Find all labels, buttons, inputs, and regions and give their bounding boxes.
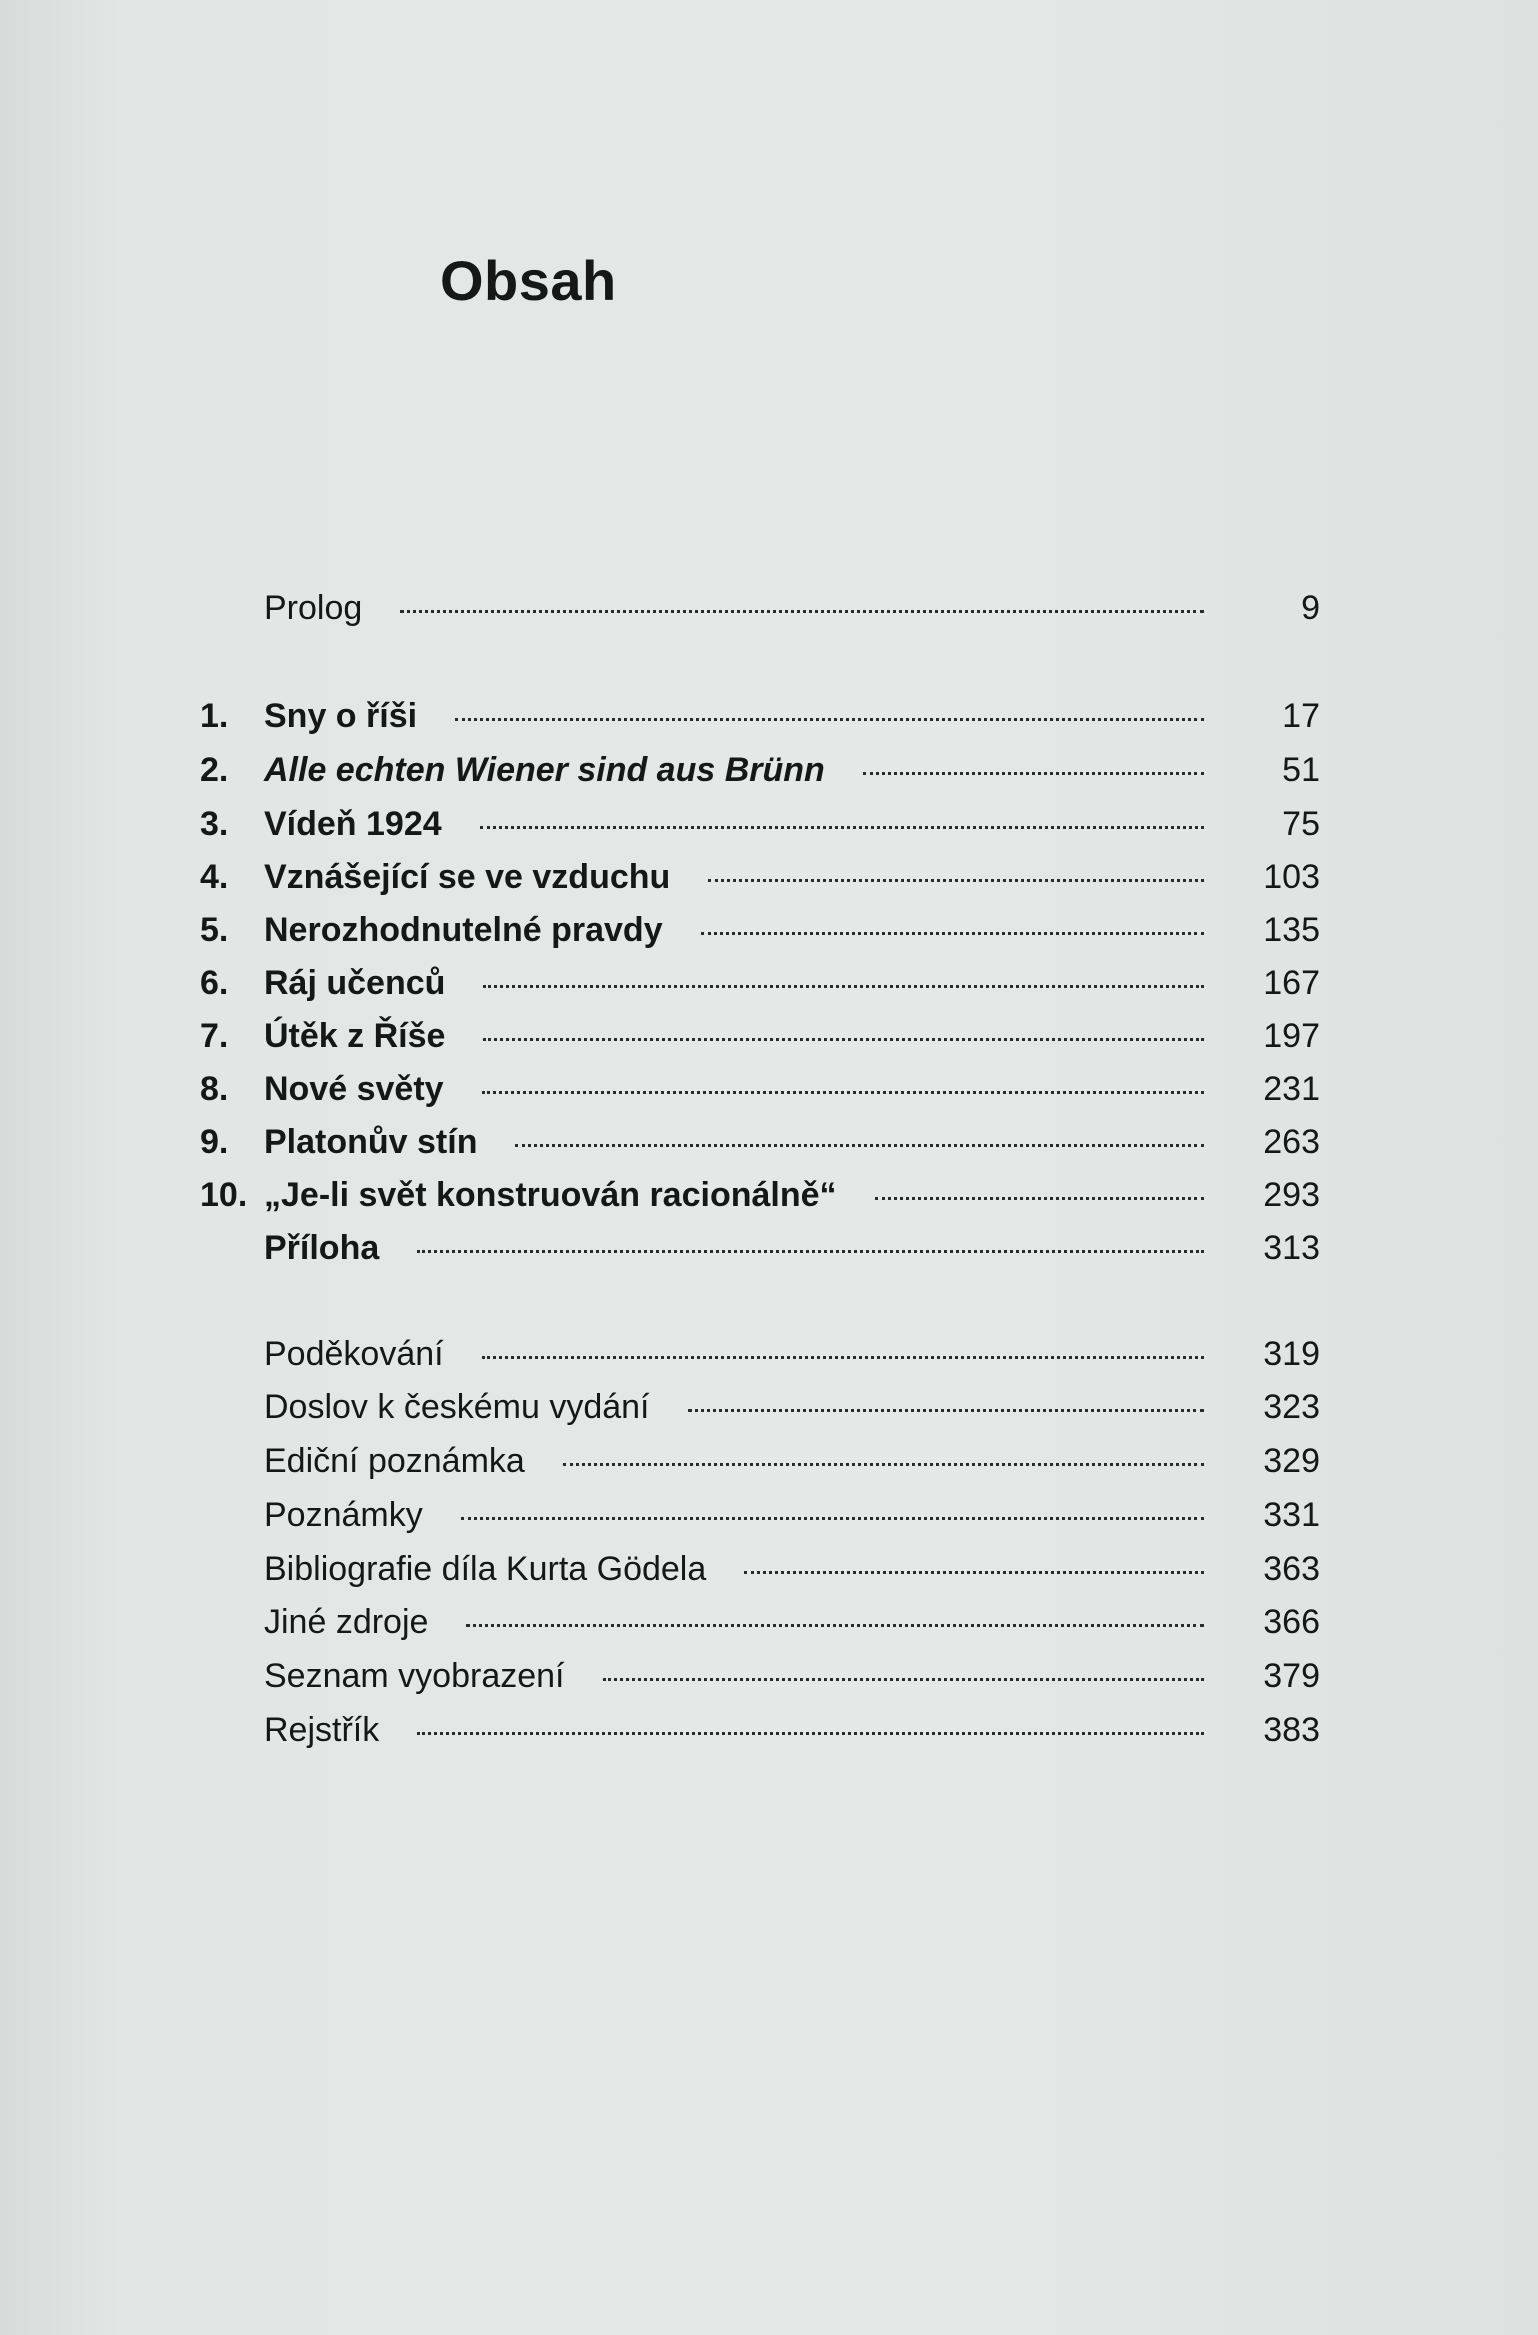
leader-dots <box>744 1571 1204 1574</box>
toc-entry-page: 231 <box>1263 1070 1320 1108</box>
toc-entry-number: 6. <box>200 964 229 1002</box>
toc-entry-label: Ráj učenců <box>264 964 446 1002</box>
leader-dots <box>875 1197 1204 1200</box>
toc-entry-label: Bibliografie díla Kurta Gödela <box>264 1550 707 1588</box>
toc-entry-label: Ediční poznámka <box>264 1442 525 1480</box>
toc-entry-label: Prolog <box>264 589 363 627</box>
toc-entry-chapter-10 <box>200 1171 1320 1219</box>
toc-entry-label: Alle echten Wiener sind aus Brünn <box>264 751 825 789</box>
toc-entry-chapter-1 <box>200 692 1320 740</box>
leader-dots <box>417 1250 1204 1253</box>
leader-dots <box>708 879 1204 882</box>
toc-entry-bibliography <box>200 1545 1320 1593</box>
leader-dots <box>482 1356 1204 1359</box>
leader-dots <box>466 1624 1204 1627</box>
toc-entry-label: Poznámky <box>264 1496 423 1534</box>
toc-entry-number: 7. <box>200 1017 229 1055</box>
toc-entry-number: 8. <box>200 1070 229 1108</box>
toc-entry-other-sources <box>200 1598 1320 1646</box>
toc-entry-label: Platonův stín <box>264 1123 478 1161</box>
toc-entry-chapter-5 <box>200 906 1320 954</box>
toc-entry-chapter-8 <box>200 1065 1320 1113</box>
toc-entry-number: 10. <box>200 1176 248 1214</box>
toc-entry-number: 9. <box>200 1123 229 1161</box>
toc-entry-chapter-2 <box>200 746 1320 794</box>
toc-entry-notes <box>200 1491 1320 1539</box>
toc-entry-number: 3. <box>200 805 229 843</box>
toc-entry-page: 103 <box>1263 858 1320 896</box>
toc-entry-page: 51 <box>1282 751 1320 789</box>
toc-entry-page: 263 <box>1263 1123 1320 1161</box>
toc-entry-page: 319 <box>1263 1335 1320 1373</box>
toc-entry-label: Vznášející se ve vzduchu <box>264 858 671 896</box>
toc-entry-number: 1. <box>200 697 229 735</box>
toc-entry-acknowledgements <box>200 1330 1320 1378</box>
toc-entry-afterword <box>200 1383 1320 1431</box>
leader-dots <box>863 772 1204 775</box>
toc-entry-page: 167 <box>1263 964 1320 1002</box>
toc-entry-page: 331 <box>1263 1496 1320 1534</box>
leader-dots <box>483 985 1204 988</box>
leader-dots <box>417 1732 1204 1735</box>
leader-dots <box>480 826 1204 829</box>
toc-entry-list-of-illustrations <box>200 1652 1320 1700</box>
toc-entry-number: 5. <box>200 911 229 949</box>
toc-entry-page: 197 <box>1263 1017 1320 1055</box>
toc-entry-label: Rejstřík <box>264 1711 380 1749</box>
leader-dots <box>455 718 1204 721</box>
toc-entry-chapter-4 <box>200 853 1320 901</box>
page-title: Obsah <box>440 249 617 312</box>
toc-entry-label: Sny o říši <box>264 697 418 735</box>
toc-entry-page: 366 <box>1263 1603 1320 1641</box>
leader-dots <box>515 1144 1204 1147</box>
toc-entry-page: 329 <box>1263 1442 1320 1480</box>
toc-entry-appendix <box>200 1224 1320 1272</box>
toc-entry-label: Příloha <box>264 1229 380 1267</box>
toc-entry-label: Vídeň 1924 <box>264 805 442 843</box>
toc-entry-page: 313 <box>1263 1229 1320 1267</box>
leader-dots <box>688 1409 1205 1412</box>
toc-entry-number: 2. <box>200 751 229 789</box>
leader-dots <box>701 932 1204 935</box>
leader-dots <box>603 1678 1205 1681</box>
leader-dots <box>563 1463 1204 1466</box>
toc-entry-page: 9 <box>1301 589 1320 627</box>
toc-entry-chapter-7 <box>200 1012 1320 1060</box>
toc-entry-label: Jiné zdroje <box>264 1603 429 1641</box>
toc-entry-index <box>200 1706 1320 1754</box>
toc-entry-page: 383 <box>1263 1711 1320 1749</box>
toc-entry-label: Seznam vyobrazení <box>264 1657 565 1695</box>
toc-entry-label: Nové světy <box>264 1070 444 1108</box>
toc-entry-label: „Je-li svět konstruován racionálně“ <box>264 1176 837 1214</box>
toc-entry-editorial-note <box>200 1437 1320 1485</box>
toc-entry-chapter-6 <box>200 959 1320 1007</box>
toc-entry-prolog <box>200 584 1320 632</box>
toc-entry-page: 379 <box>1263 1657 1320 1695</box>
leader-dots <box>482 1091 1204 1094</box>
leader-dots <box>400 610 1204 613</box>
toc-entry-chapter-3 <box>200 800 1320 848</box>
leader-dots <box>461 1517 1204 1520</box>
toc-entry-page: 135 <box>1263 911 1320 949</box>
toc-entry-page: 363 <box>1263 1550 1320 1588</box>
toc-entry-label: Nerozhodnutelné pravdy <box>264 911 663 949</box>
toc-entry-number: 4. <box>200 858 229 896</box>
toc-entry-label: Útěk z Říše <box>264 1017 446 1055</box>
toc-entry-page: 75 <box>1282 805 1320 843</box>
leader-dots <box>483 1038 1204 1041</box>
toc-entry-label: Poděkování <box>264 1335 444 1373</box>
toc-entry-page: 17 <box>1282 697 1320 735</box>
toc-entry-chapter-9 <box>200 1118 1320 1166</box>
toc-entry-page: 293 <box>1263 1176 1320 1214</box>
toc-entry-page: 323 <box>1263 1388 1320 1426</box>
toc-entry-label: Doslov k českému vydání <box>264 1388 650 1426</box>
